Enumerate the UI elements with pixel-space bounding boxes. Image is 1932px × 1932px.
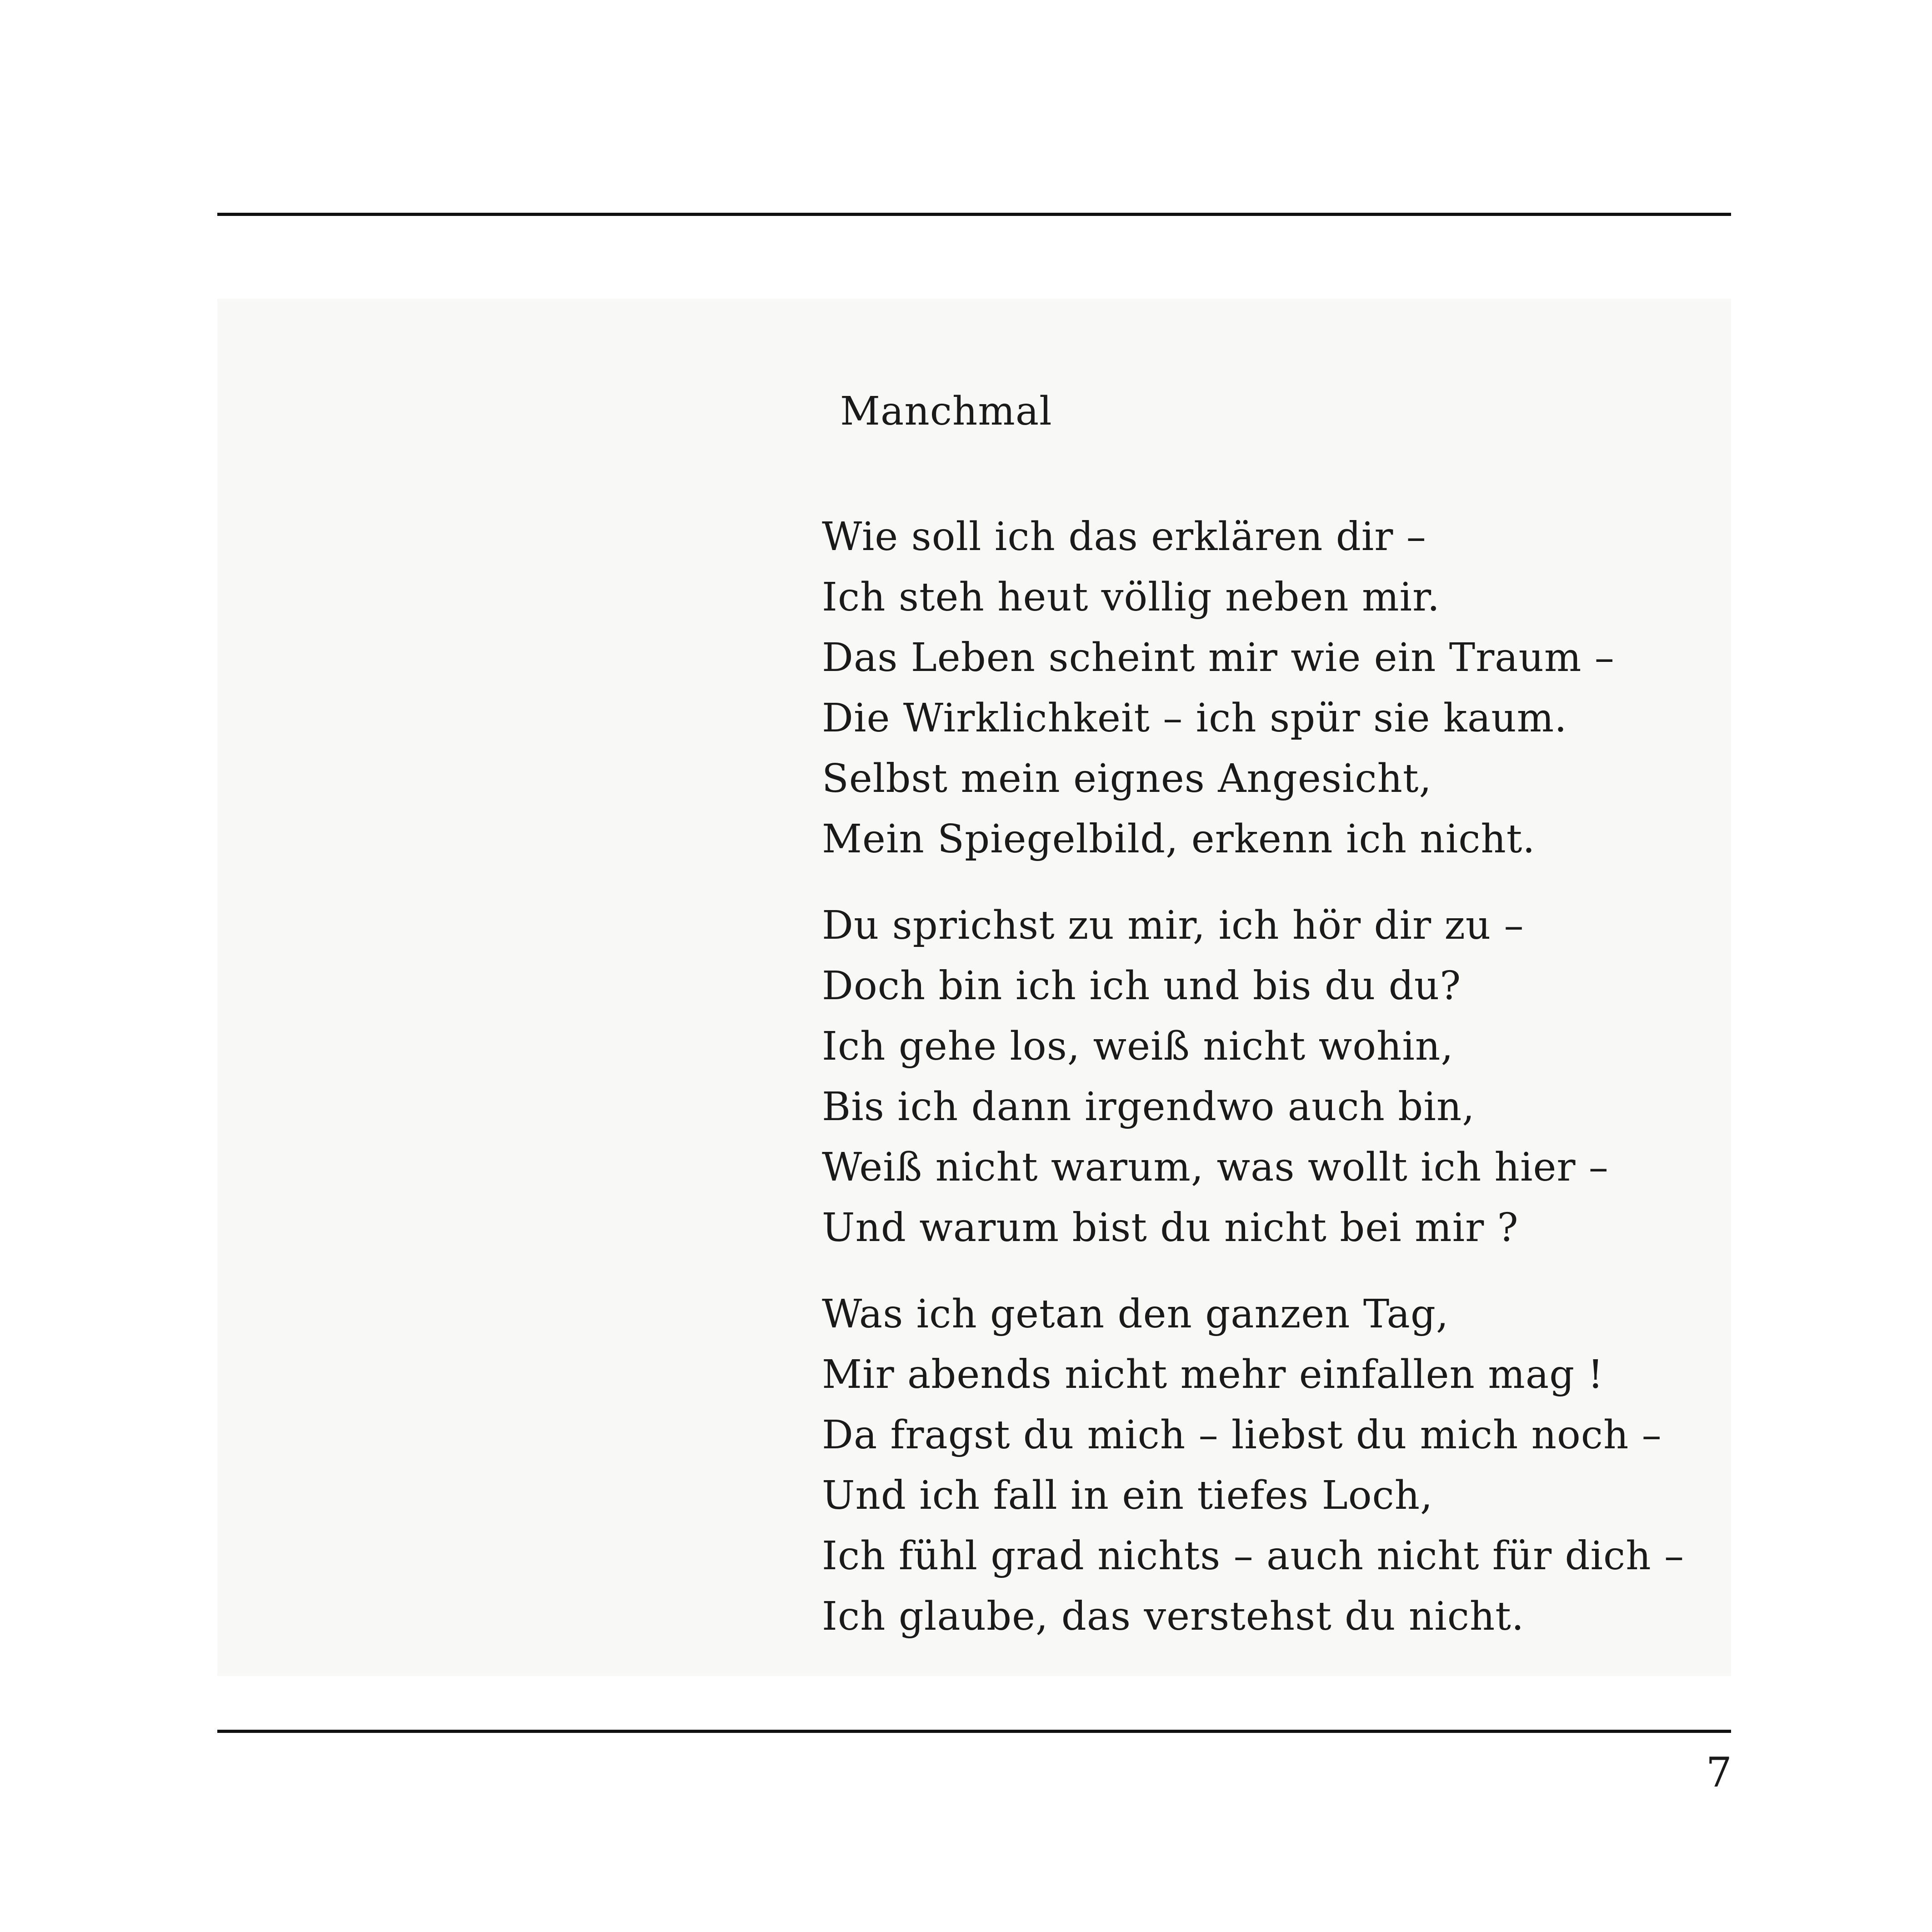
verse-line: Mein Spiegelbild, erkenn ich nicht. xyxy=(822,816,1536,862)
stanza-1 xyxy=(822,507,1615,870)
verse-line: Die Wirklichkeit – ich spür sie kaum. xyxy=(822,696,1567,741)
verse-line: Ich steh heut völlig neben mir. xyxy=(822,575,1441,620)
verse-line: Wie soll ich das erklären dir – xyxy=(822,514,1426,560)
page-number: 7 xyxy=(1706,1749,1732,1797)
verse-line: Bis ich dann irgendwo auch bin, xyxy=(822,1084,1475,1130)
stanza-2 xyxy=(822,896,1609,1258)
verse-line: Selbst mein eignes Angesicht, xyxy=(822,756,1432,801)
top-rule xyxy=(217,213,1731,216)
verse-line: Du sprichst zu mir, ich hör dir zu – xyxy=(822,903,1524,948)
verse-line: Ich gehe los, weiß nicht wohin, xyxy=(822,1024,1454,1069)
verse-line: Das Leben scheint mir wie ein Traum – xyxy=(822,635,1615,681)
verse-line: Mir abends nicht mehr einfallen mag ! xyxy=(822,1352,1604,1397)
verse-line: Was ich getan den ganzen Tag, xyxy=(822,1291,1449,1337)
verse-line: Ich fühl grad nichts – auch nicht für dich – xyxy=(822,1533,1684,1579)
verse-line: Doch bin ich ich und bis du du? xyxy=(822,963,1462,1009)
verse-line: Ich glaube, das verstehst du nicht. xyxy=(822,1594,1525,1639)
verse-line: Da fragst du mich – liebst du mich noch – xyxy=(822,1412,1662,1458)
poem-title: Manchmal xyxy=(840,389,1052,434)
verse-line: Und warum bist du nicht bei mir ? xyxy=(822,1205,1519,1251)
bottom-rule xyxy=(217,1730,1731,1733)
verse-line: Weiß nicht warum, was wollt ich hier – xyxy=(822,1145,1609,1190)
stanza-3 xyxy=(822,1284,1684,1647)
verse-line: Und ich fall in ein tiefes Loch, xyxy=(822,1473,1433,1518)
